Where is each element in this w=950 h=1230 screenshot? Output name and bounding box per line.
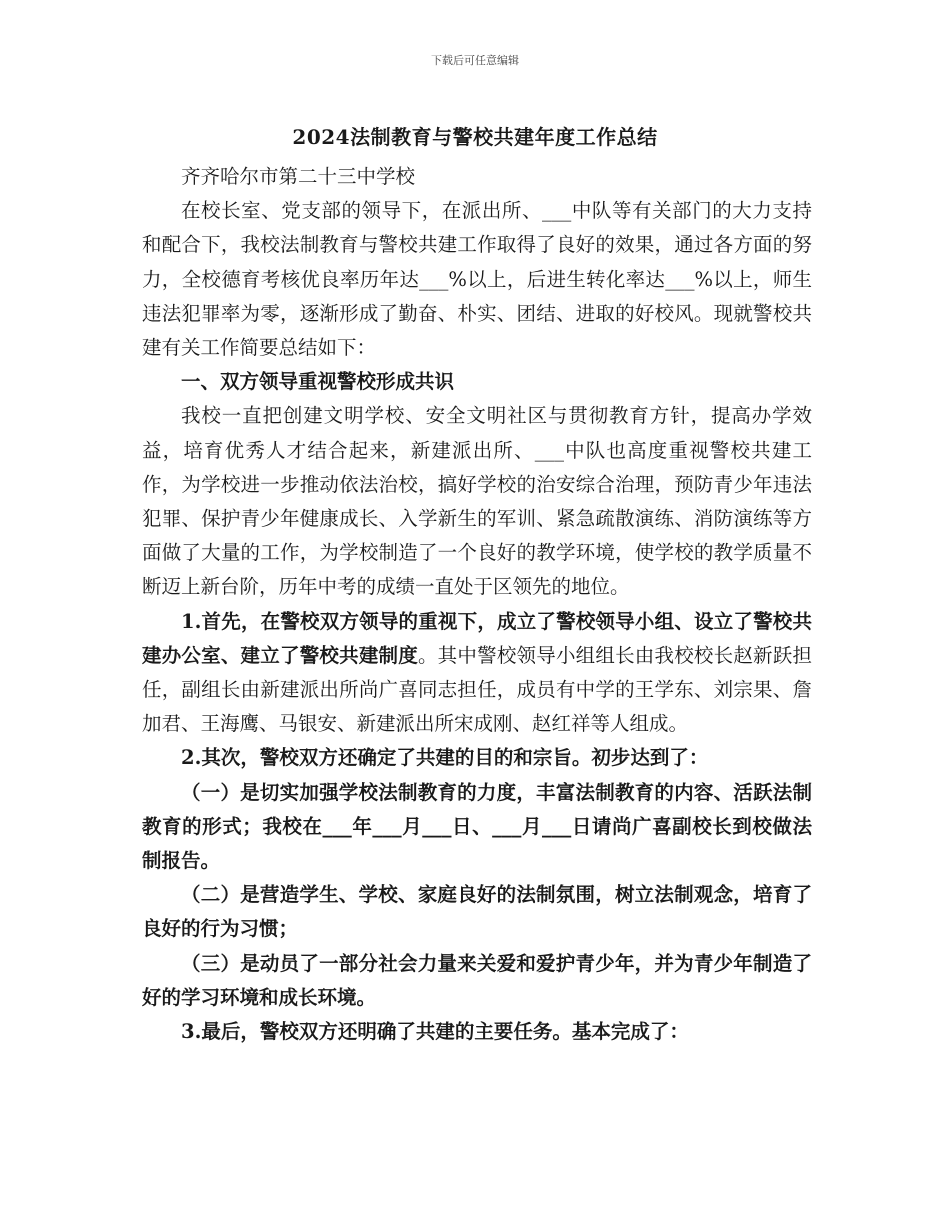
section1-paragraph: 我校一直把创建文明学校、安全文明社区与贯彻教育方针，提高办学效益，培育优秀人才结合起来，新建派出所、___中队也高度重视警校共建工作，为学校进一步推动依法治校，搞好学校的治安综合治理，预防青少年违法犯罪、保护青少年健康成长、入学新生的军训、紧急疏散演练、消防演练等方面做了大量的工作，为学校制造了一个良好的教学环境，使学校的教学质量不断迈上新台阶，历年中考的成绩一直处于区领先的地位。 xyxy=(142,404,812,599)
point1-paragraph xyxy=(142,605,812,742)
document-title: 2024法制教育与警校共建年度工作总结 xyxy=(292,125,658,149)
section1-heading: 一、双方领导重视警校形成共识 xyxy=(181,370,455,394)
point1-text: 。其中警校领导小组组长由我校校长赵新跃担任，副组长由新建派出所尚广喜同志担任，成员有中学的王学东、刘宗果、詹加君、王海鹰、马银安、新建派出所宋成刚、赵红祥等人组成。 xyxy=(142,643,812,736)
point1-bold-text: 1.首先，在警校双方领导的重视下，成立了警校领导小组、设立了警校共建办公室、建立了警校共建制度 xyxy=(142,609,812,667)
point2-item-a: （一）是切实加强学校法制教育的力度，丰富法制教育的内容、活跃法制教育的形式；我校在___年___月___日、___月___日请尚广喜副校长到校做法制报告。 xyxy=(142,780,812,873)
school-name: 齐齐哈尔市第二十三中学校 xyxy=(181,165,416,188)
header-note: 下载后可任意编辑 xyxy=(431,54,519,67)
document-body xyxy=(142,160,812,1049)
point3-paragraph: 3.最后，警校双方还明确了共建的主要任务。基本完成了： xyxy=(181,1020,689,1044)
point2-item-b: （二）是营造学生、学校、家庭良好的法制氛围，树立法制观念，培育了良好的行为习惯； xyxy=(142,883,812,941)
intro-paragraph: 在校长室、党支部的领导下，在派出所、___中队等有关部门的大力支持和配合下，我校法制教育与警校共建工作取得了良好的效果，通过各方面的努力，全校德育考核优良率历年达___%以上，后进生转化率达___%以上，师生违法犯罪率为零，逐渐形成了勤奋、朴实、团结、进取的好校风。现就警校共建有关工作简要总结如下： xyxy=(142,199,812,360)
point2-paragraph: 2.其次，警校双方还确定了共建的目的和宗旨。初步达到了： xyxy=(181,746,709,770)
point2-item-c: （三）是动员了一部分社会力量来关爱和爱护青少年，并为青少年制造了好的学习环境和成长环境。 xyxy=(142,951,812,1009)
